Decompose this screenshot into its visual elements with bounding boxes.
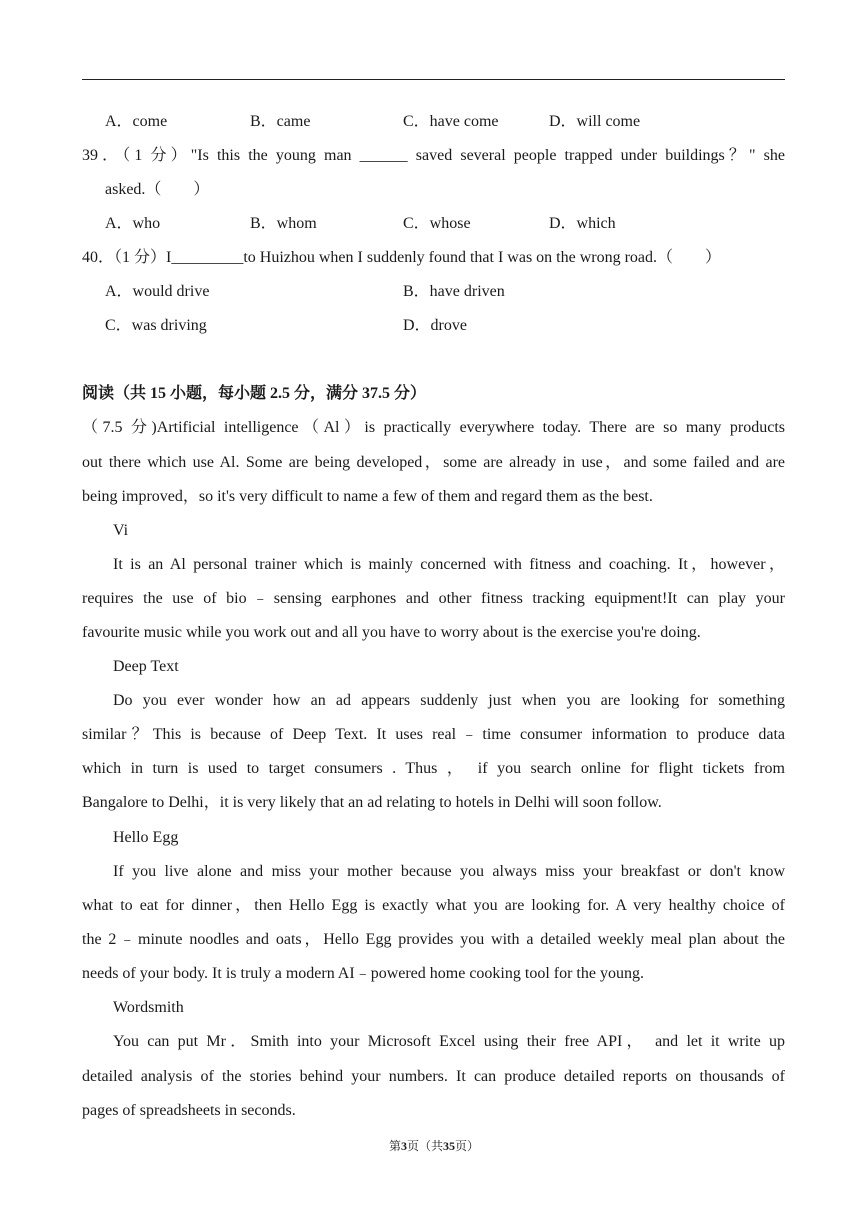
- footer-total-pages: 35: [443, 1139, 455, 1153]
- deeptext-line3: which in turn is used to target consumers . Thus ， if you search online for flight tickets from: [82, 760, 785, 777]
- reading-section-heading: 阅读（共 15 小题，每小题 2.5 分，满分 37.5 分）: [82, 385, 427, 402]
- vi-line1: It is an Al personal trainer which is mainly concerned with fitness and coaching. It，however，: [113, 556, 785, 573]
- intro-line3: being improved，so it's very difficult to name a few of them and regard them as the best.: [82, 488, 653, 505]
- q38-option-c[interactable]: C．have come: [403, 113, 499, 130]
- deeptext-line2: similar？This is because of Deep Text. It uses real﹣time consumer information to produce data: [82, 726, 786, 743]
- deeptext-title: Deep Text: [113, 658, 179, 675]
- q39-stem-line1: 39．（1 分）"Is this the young man ______ saved several people trapped under buildings？" she: [82, 147, 785, 164]
- q39-option-d[interactable]: D．which: [549, 215, 616, 232]
- wordsmith-line2: detailed analysis of the stories behind your numbers. It can produce detailed reports on thousands of: [82, 1068, 785, 1085]
- header-rule: [82, 79, 785, 80]
- q40-stem: 40．（1 分）I_________to Huizhou when I suddenly found that I was on the wrong road.（ ）: [82, 249, 722, 266]
- vi-title: Vi: [113, 522, 129, 539]
- q38-option-a[interactable]: A．come: [105, 113, 168, 130]
- helloegg-line2: what to eat for dinner，then Hello Egg is exactly what you are looking for. A very healthy choice of: [82, 897, 785, 914]
- helloegg-title: Hello Egg: [113, 829, 179, 846]
- footer-pre: 第: [388, 1139, 401, 1153]
- q38-option-d[interactable]: D．will come: [549, 113, 641, 130]
- q40-option-d[interactable]: D．drove: [403, 317, 467, 334]
- footer-page-number: 3: [400, 1139, 407, 1153]
- vi-line3: favourite music while you work out and all you have to worry about is the exercise you're doing.: [82, 624, 701, 641]
- q40-option-a[interactable]: A．would drive: [105, 283, 210, 300]
- wordsmith-title: Wordsmith: [113, 999, 184, 1016]
- q39-option-a[interactable]: A．who: [105, 215, 161, 232]
- page-footer: [0, 1138, 868, 1154]
- footer-mid: 页（共: [406, 1139, 443, 1153]
- q39-stem-line2: asked.（ ）: [105, 181, 210, 198]
- wordsmith-line3: pages of spreadsheets in seconds.: [82, 1102, 296, 1119]
- deeptext-line4: Bangalore to Delhi，it is very likely that an ad relating to hotels in Delhi will soon follow.: [82, 794, 662, 811]
- q40-option-c[interactable]: C．was driving: [105, 317, 207, 334]
- footer-post: 页）: [455, 1139, 480, 1153]
- helloegg-line1: If you live alone and miss your mother because you always miss your breakfast or don't know: [113, 863, 785, 880]
- q38-option-b[interactable]: B．came: [250, 113, 311, 130]
- q39-option-b[interactable]: B．whom: [250, 215, 317, 232]
- q40-option-b[interactable]: B．have driven: [403, 283, 505, 300]
- vi-line2: requires the use of bio﹣sensing earphones and other fitness tracking equipment!It can play your: [82, 590, 785, 607]
- intro-line2: out there which use Al. Some are being developed，some are already in use，and some failed and are: [82, 454, 786, 471]
- q39-option-c[interactable]: C．whose: [403, 215, 471, 232]
- helloegg-line4: needs of your body. It is truly a modern AI﹣powered home cooking tool for the young.: [82, 965, 644, 982]
- deeptext-line1: Do you ever wonder how an ad appears suddenly just when you are looking for something: [113, 692, 785, 709]
- helloegg-line3: the 2﹣minute noodles and oats，Hello Egg provides you with a detailed weekly meal plan about the: [82, 931, 785, 948]
- intro-line1: （7.5 分)Artificial intelligence（Al）is practically everywhere today. There are so many products: [82, 419, 785, 436]
- wordsmith-line1: You can put Mr．Smith into your Microsoft Excel using their free API， and let it write up: [113, 1033, 785, 1050]
